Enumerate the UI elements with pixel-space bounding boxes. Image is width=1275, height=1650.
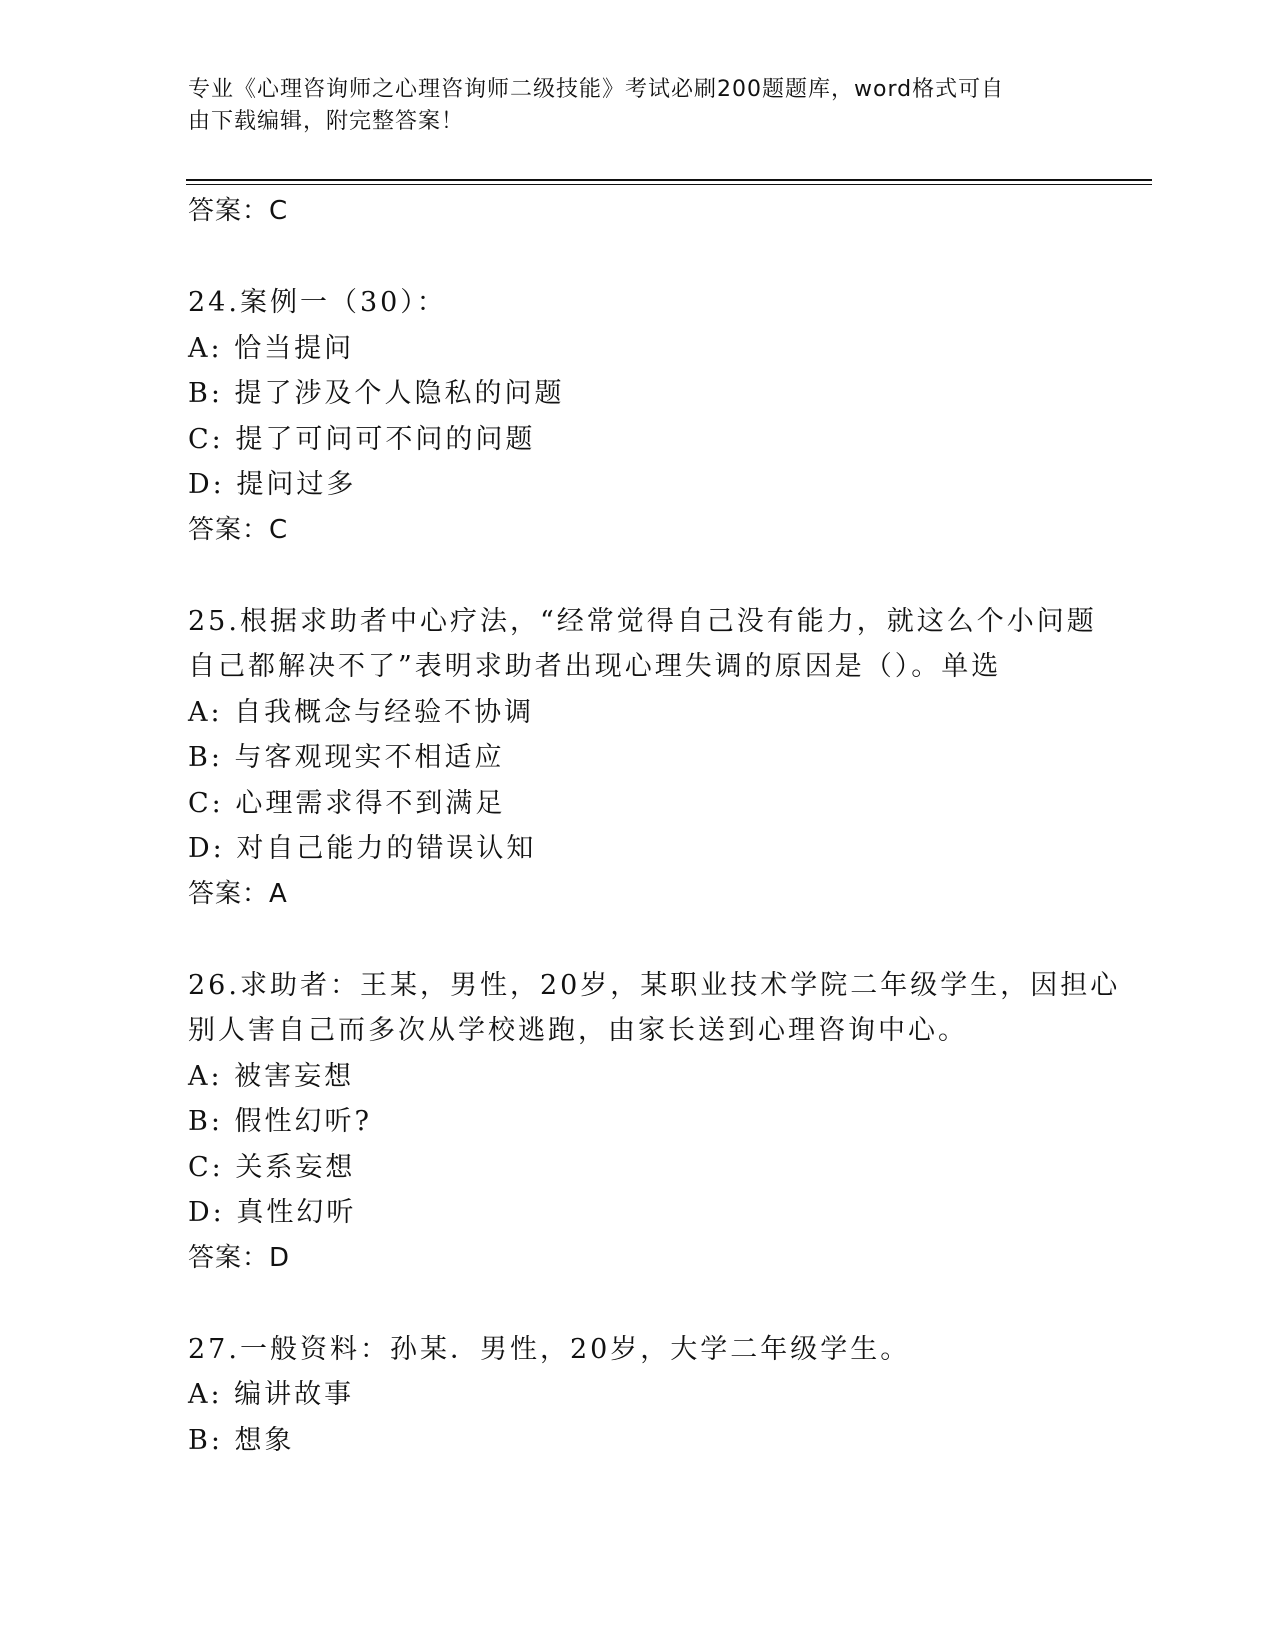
answer-line: 答案：C [188, 514, 289, 545]
answer-line: 答案：A [188, 878, 288, 909]
option-b: B: 假性幻听? [188, 1106, 372, 1137]
question-25 [188, 599, 1097, 917]
answer-line: 答案：D [188, 1242, 291, 1273]
option-b: B: 提了涉及个人隐私的问题 [188, 378, 565, 409]
option-d: D: 提问过多 [188, 469, 357, 500]
option-d: D: 真性幻听 [188, 1197, 357, 1228]
question-text: 24.案例一（30）： [188, 287, 447, 318]
question-text: 25.根据求助者中心疗法，“经常觉得自己没有能力，就这么个小问题 [188, 605, 1097, 637]
option-b: B: 与客观现实不相适应 [188, 742, 505, 773]
question-text: 27.一般资料：孙某．男性，20岁，大学二年级学生。 [188, 1333, 911, 1365]
question-26 [188, 963, 1121, 1281]
option-c: C: 关系妄想 [188, 1151, 356, 1183]
header-divider-thin [186, 184, 1152, 185]
option-a: A: 被害妄想 [188, 1060, 355, 1092]
header-line-2: 由下载编辑，附完整答案！ [188, 109, 465, 134]
option-c: C: 提了可问可不问的问题 [188, 423, 536, 455]
option-c: C: 心理需求得不到满足 [188, 787, 506, 819]
header-divider-thick [186, 179, 1152, 181]
question-text-continued: 别人害自己而多次从学校逃跑，由家长送到心理咨询中心。 [188, 1015, 968, 1046]
question-text-continued: 自己都解决不了”表明求助者出现心理失调的原因是（）。单选 [188, 651, 1002, 682]
question-27 [188, 1327, 1088, 1464]
answer-line: 答案：C [188, 196, 289, 226]
header-line-1: 专业《心理咨询师之心理咨询师二级技能》考试必刷200题题库，word格式可自 [188, 77, 1005, 102]
document-header [188, 74, 1068, 138]
option-d: D: 对自己能力的错误认知 [188, 833, 537, 864]
option-a: A: 自我概念与经验不协调 [188, 696, 535, 728]
option-a: A: 编讲故事 [188, 1379, 355, 1410]
document-body [188, 189, 1121, 1463]
question-24 [188, 280, 1088, 553]
option-b: B: 想象 [188, 1424, 295, 1456]
question-text: 26.求助者：王某，男性，20岁，某职业技术学院二年级学生，因担心 [188, 969, 1121, 1001]
option-a: A: 恰当提问 [188, 332, 355, 364]
